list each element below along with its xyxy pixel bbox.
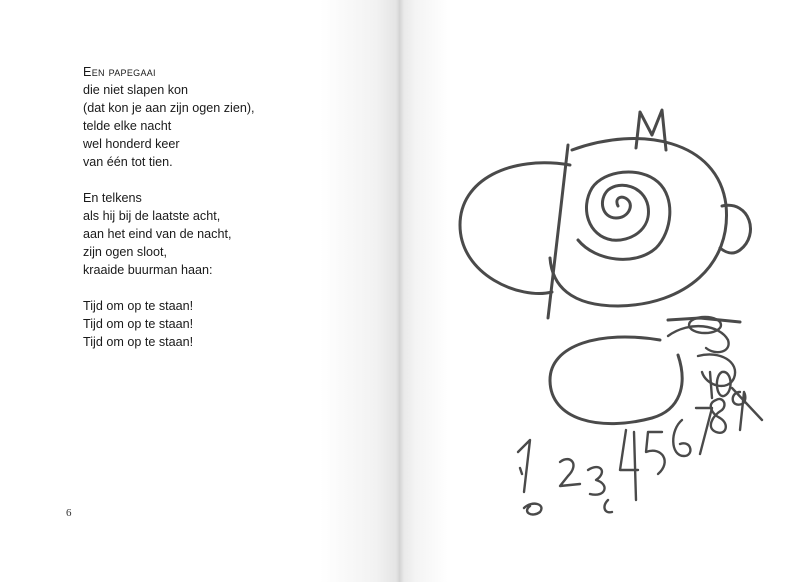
right-page <box>400 0 800 582</box>
digit-3 <box>588 467 605 495</box>
poem-line: zijn ogen sloot, <box>83 245 168 259</box>
poem-line: Tijd om op te staan! <box>83 299 194 313</box>
digit-2 <box>560 459 580 486</box>
poem-text <box>83 63 383 351</box>
parrot-head <box>550 139 727 306</box>
digit-scribble <box>605 500 612 512</box>
digit-7 <box>696 408 712 454</box>
digit-5 <box>646 432 665 474</box>
digit-8 <box>711 399 726 433</box>
parrot-crest <box>636 110 666 150</box>
poem-line: als hij bij de laatste acht, <box>83 209 221 223</box>
poem-line: aan het eind van de nacht, <box>83 227 232 241</box>
poem-line: van één tot tien. <box>83 155 173 169</box>
page-number: 6 <box>66 507 72 519</box>
parrot-neck <box>668 318 740 322</box>
poem-line: (dat kon je aan zijn ogen zien), <box>83 101 255 115</box>
poem-line: Tijd om op te staan! <box>83 317 194 331</box>
digit-1 <box>518 440 530 492</box>
parrot-body <box>550 337 682 424</box>
digit-scribble <box>524 504 541 515</box>
poem-first-line: Een papegaai <box>83 65 156 79</box>
poem-line: wel honderd keer <box>83 137 180 151</box>
parrot-wing <box>668 326 729 352</box>
stanza-gap <box>83 279 383 297</box>
digit-9 <box>733 392 746 430</box>
book-gutter <box>396 0 404 582</box>
parrot-eye-spiral <box>578 172 670 259</box>
parrot-illustration <box>400 0 800 582</box>
poem-line: kraaide buurman haan: <box>83 263 213 277</box>
stanza-gap <box>83 171 383 189</box>
poem-line: telde elke nacht <box>83 119 172 133</box>
poem-line: die niet slapen kon <box>83 83 189 97</box>
poem-line: Tijd om op te staan! <box>83 335 194 349</box>
digit-6 <box>673 420 690 456</box>
digit-dot <box>520 468 522 474</box>
poem-line: En telkens <box>83 191 142 205</box>
digit-4 <box>620 430 638 500</box>
